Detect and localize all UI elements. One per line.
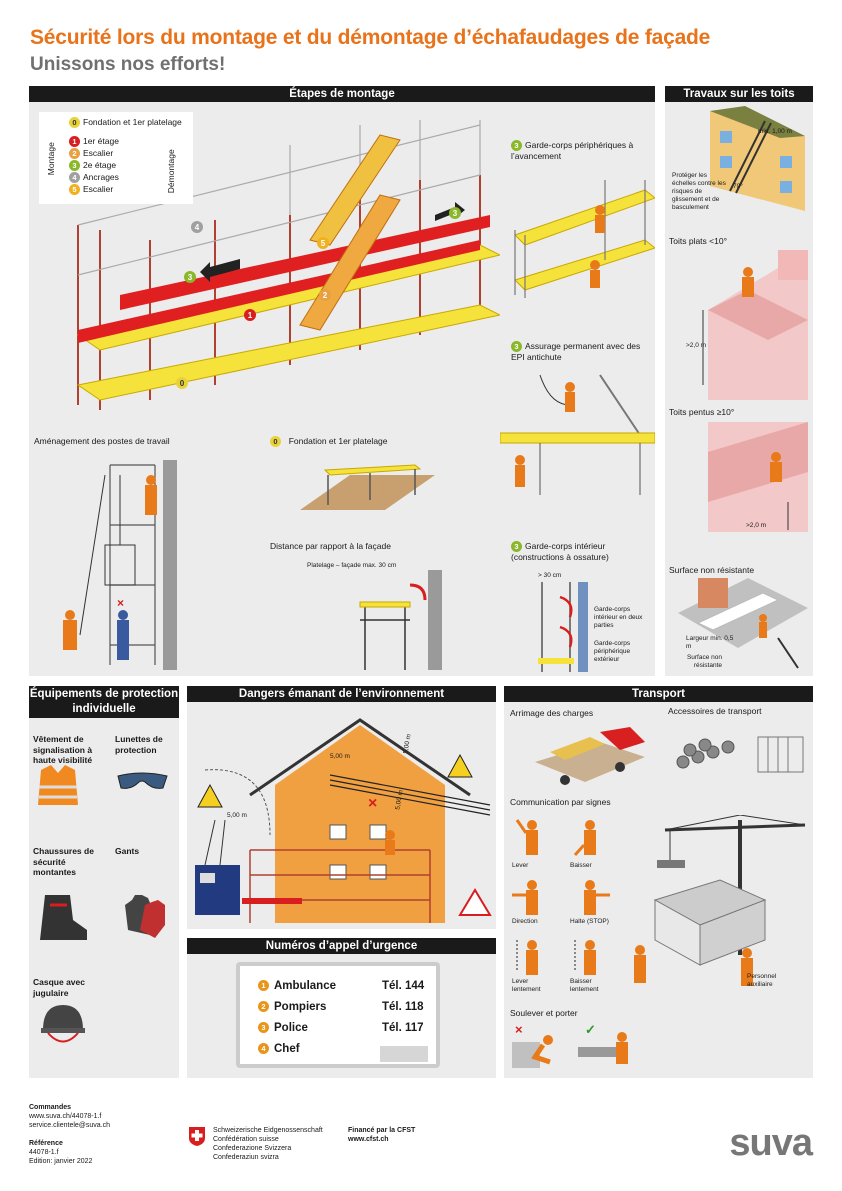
toits-pentus-illustration [668, 422, 813, 532]
legend-item: 4 Ancrages [69, 172, 119, 183]
label-gants: Gants [115, 846, 140, 856]
footer-finance: Financé par la CFST [348, 1127, 416, 1134]
label-gc-interieur: 3 Garde-corps intérieur (constructions à ossature) [511, 541, 609, 563]
glasses-icon [115, 768, 170, 793]
legend-item: 0 Fondation et 1er platelage [69, 117, 182, 128]
label-distance: Distance par rapport à la façade [270, 541, 391, 551]
sign-label: Lever [512, 862, 529, 869]
label-d3: 5,00 m [402, 733, 413, 755]
etapes-header: Étapes de montage [29, 86, 655, 102]
legend-item: 1 1er étage [69, 136, 119, 147]
dangers-header: Dangers émanant de l’environnement [187, 686, 496, 702]
sign-label: Baisser lentement [570, 978, 599, 993]
label-casque: Casque avec jugulaire [33, 977, 85, 998]
svg-text:3: 3 [187, 273, 193, 282]
label-assurage: 3 Assurage permanent avec des EPI antichute [511, 341, 641, 363]
label-communication: Communication par signes [510, 797, 611, 807]
label-gc-int-deux: Garde-corps intérieur en deux parties [594, 606, 643, 629]
emergency-row: 1 Ambulance Tél. 144 [258, 980, 272, 992]
label-surface: Surface non résistante [669, 565, 755, 575]
legend-demontage: Démontage [165, 149, 176, 194]
svg-text:3: 3 [452, 209, 458, 218]
label-amenagement: Aménagement des postes de travail [34, 436, 170, 446]
legend-item: 5 Escalier [69, 184, 113, 195]
label-surface-nr: Surface non résistante [686, 654, 722, 669]
accessoires-illustration [668, 722, 808, 777]
toits-header: Travaux sur les toits [665, 86, 813, 102]
legend-montage: Montage [45, 142, 56, 176]
label-d1: 5,00 m [227, 812, 247, 819]
sign-label: Baisser [570, 862, 592, 869]
svg-text:5: 5 [320, 239, 326, 248]
boot-icon [35, 890, 90, 945]
label-chaussures: Chaussures de sécurité montantes [33, 846, 94, 877]
label-platelage-facade: Platelage – façade max. 30 cm [307, 562, 397, 569]
sign-label: Direction [512, 918, 538, 925]
signal-figure-icon [512, 815, 552, 860]
label-toits-plats: Toits plats <10° [669, 236, 727, 246]
label-fondation: 0 Fondation et 1er platelage [270, 436, 388, 447]
svg-text:0: 0 [179, 379, 185, 388]
page-subtitle: Unissons nos efforts! [30, 54, 226, 75]
label-vetement: Vêtement de signalisation à haute visibilité [33, 734, 93, 765]
footer-url[interactable]: www.suva.ch/44078-1.f [29, 1113, 102, 1120]
label-angle: 70° [733, 183, 743, 190]
amenagement-illustration [35, 455, 185, 670]
emergency-box [236, 962, 440, 1068]
sign-label: Halte (STOP) [570, 918, 609, 925]
gloves-icon [120, 890, 170, 940]
signal-figure-icon [570, 875, 610, 920]
label-h20a: >2,0 m [686, 342, 707, 349]
svg-text:×: × [515, 1022, 523, 1037]
suva-logo: suva [729, 1122, 812, 1164]
label-arrimage: Arrimage des charges [510, 708, 594, 718]
epi-header: Équipements de protection individuelle [29, 686, 179, 718]
label-min100: min. 1,00 m [758, 128, 792, 135]
label-proteger: Protéger les échelles contre les risques de glissement et de basculement [672, 172, 726, 211]
label-soulever: Soulever et porter [510, 1008, 578, 1018]
label-gt30: > 30 cm [538, 572, 562, 579]
svg-text:2: 2 [322, 291, 328, 300]
legend-item: 2 Escalier [69, 148, 113, 159]
svg-text:×: × [117, 596, 125, 610]
footer-conf2: Confédération suisse [213, 1136, 279, 1143]
label-personnel: Personnel auxiliaire [747, 973, 777, 988]
signal-figure-icon [570, 815, 610, 860]
footer-edition: Edition: janvier 2022 [29, 1158, 93, 1165]
svg-text:×: × [368, 795, 378, 812]
distance-illustration [350, 570, 450, 670]
gc-avancement-illustration [505, 170, 655, 300]
toits-plats-illustration [668, 250, 813, 400]
swiss-cross-icon [188, 1126, 206, 1146]
assurage-illustration [500, 365, 655, 495]
signal-figure-icon [512, 935, 552, 980]
signal-figure-icon [570, 935, 610, 980]
label-d2: 5,00 m [330, 753, 350, 760]
helmet-icon [38, 1000, 88, 1050]
footer-conf3: Confederazione Svizzera [213, 1145, 292, 1152]
footer-reference: Référence [29, 1140, 63, 1147]
svg-text:4: 4 [194, 223, 200, 232]
crane-illustration [625, 815, 810, 995]
soulever-illustration [510, 1022, 650, 1070]
legend-box [39, 112, 193, 204]
label-gc-avancement: 3 Garde-corps périphériques à l’avancement [511, 140, 634, 162]
footer-email[interactable]: service.clientele@suva.ch [29, 1122, 111, 1129]
urgence-header: Numéros d’appel d’urgence [187, 938, 496, 954]
label-toits-pentus: Toits pentus ≥10° [669, 407, 735, 417]
label-gc-peri-ext: Garde-corps périphérique extérieur [594, 640, 631, 663]
footer-cfst[interactable]: www.cfst.ch [348, 1136, 389, 1143]
label-d4: 5,00 m [394, 789, 405, 811]
sign-label: Lever lentement [512, 978, 541, 993]
vest-icon [33, 765, 83, 810]
label-largeur: Largeur min. 0,5 m [686, 635, 734, 650]
label-lunettes: Lunettes de protection [115, 734, 163, 755]
truck-illustration [530, 722, 650, 787]
footer-commandes: Commandes [29, 1104, 72, 1111]
emergency-row: 2 Pompiers Tél. 118 [258, 1001, 272, 1013]
label-accessoires: Accessoires de transport [668, 706, 762, 716]
signal-figure-icon [512, 875, 552, 920]
fondation-illustration [290, 455, 440, 525]
page-title: Sécurité lors du montage et du démontage d’échafaudages de façade [30, 26, 711, 49]
footer-ref-num: 44078-1.f [29, 1149, 59, 1156]
svg-text:✓: ✓ [585, 1022, 596, 1037]
footer-conf1: Schweizerische Eidgenossenschaft [213, 1127, 323, 1134]
svg-text:1: 1 [247, 311, 253, 320]
footer-conf4: Confederaziun svizra [213, 1154, 279, 1161]
emergency-row: 4 Chef [258, 1043, 272, 1055]
chef-phone-field[interactable] [380, 1046, 428, 1062]
label-h20b: >2,0 m [746, 522, 767, 529]
gc-interieur-illustration [530, 582, 595, 672]
legend-item: 3 2e étage [69, 160, 116, 171]
transport-header: Transport [504, 686, 813, 702]
emergency-row: 3 Police Tél. 117 [258, 1022, 272, 1034]
